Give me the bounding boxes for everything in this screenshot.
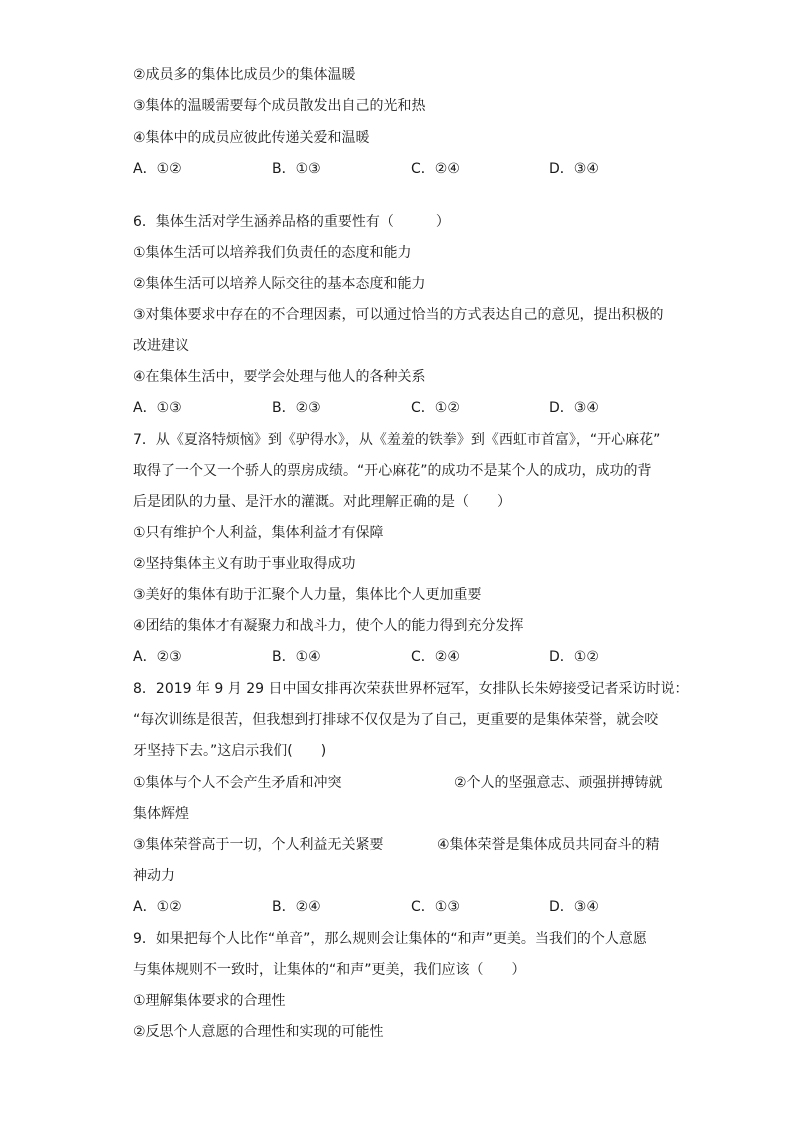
- q7-choice-2: ②坚持集体主义有助于事业取得成功: [133, 556, 356, 572]
- q8-choice-1: ①集体与个人不会产生矛盾和冲突: [133, 775, 342, 791]
- q6-options: [133, 400, 693, 416]
- q6-option-d: D．③④: [549, 400, 599, 416]
- q5-option-b: B．①③: [272, 161, 321, 177]
- q5-option-c: C．②④: [411, 161, 460, 177]
- q5-option-a: A．①②: [133, 161, 182, 177]
- q8-choice-2: ②个人的坚强意志、顽强拼搏铸就: [454, 775, 663, 791]
- q8-option-b: B．②④: [272, 899, 321, 915]
- q9-stem-line-1: 9．如果把每个人比作“单音”，那么规则会让集体的“和声”更美。当我们的个人意愿: [133, 931, 647, 947]
- q8-options: [133, 899, 693, 915]
- q7-choice-4: ④团结的集体才有凝聚力和战斗力，使个人的能力得到充分发挥: [133, 618, 524, 634]
- q9-stem-line-2: 与集体规则不一致时，让集体的“和声”更美，我们应该（ ）: [133, 962, 526, 978]
- q8-stem-line-2: “每次训练是很苦，但我想到打排球不仅仅是为了自己，更重要的是集体荣誉，就会咬: [133, 712, 659, 728]
- q5-choice-4: ④集体中的成员应彼此传递关爱和温暖: [133, 130, 370, 146]
- q8-option-c: C．①③: [411, 899, 460, 915]
- q9-choice-1: ①理解集体要求的合理性: [133, 993, 286, 1009]
- q8-choice-3: ③集体荣誉高于一切，个人利益无关紧要: [133, 837, 384, 853]
- q8-choice-2-cont: 集体辉煌: [133, 806, 189, 822]
- q5-option-d: D．③④: [549, 161, 599, 177]
- q8-choice-4: ④集体荣誉是集体成员共同奋斗的精: [437, 837, 660, 853]
- q7-option-a: A．②③: [133, 649, 182, 665]
- q6-option-a: A．①③: [133, 400, 182, 416]
- q7-choice-3: ③美好的集体有助于汇聚个人力量，集体比个人更加重要: [133, 587, 482, 603]
- q7-stem-line-1: 7．从《夏洛特烦恼》到《驴得水》，从《羞羞的铁拳》到《西虹市首富》，“开心麻花”: [133, 432, 661, 448]
- q7-stem-line-3: 后是团队的力量、是汗水的灌溉。对此理解正确的是（ ）: [133, 494, 511, 510]
- q8-stem-line-3: 牙坚持下去。”这启示我们( ): [133, 743, 327, 759]
- q7-option-b: B．①④: [272, 649, 321, 665]
- q7-option-d: D．①②: [549, 649, 599, 665]
- q6-option-b: B．②③: [272, 400, 321, 416]
- q6-choice-3-cont: 改进建议: [133, 338, 189, 354]
- q5-options: [133, 161, 693, 177]
- q5-choice-2: ②成员多的集体比成员少的集体温暖: [133, 67, 356, 83]
- q6-choice-4: ④在集体生活中，要学会处理与他人的各种关系: [133, 369, 426, 385]
- q7-choice-1: ①只有维护个人利益，集体利益才有保障: [133, 525, 384, 541]
- q7-option-c: C．②④: [411, 649, 460, 665]
- q8-choice-4-cont: 神动力: [133, 868, 175, 884]
- q8-option-a: A．①②: [133, 899, 182, 915]
- q6-option-c: C．①②: [411, 400, 460, 416]
- q5-choice-3: ③集体的温暖需要每个成员散发出自己的光和热: [133, 98, 426, 114]
- q8-option-d: D．③④: [549, 899, 599, 915]
- q6-choice-3: ③对集体要求中存在的不合理因素，可以通过恰当的方式表达自己的意见，提出积极的: [133, 307, 664, 323]
- q6-choice-1: ①集体生活可以培养我们负责任的态度和能力: [133, 245, 412, 261]
- q8-stem-line-1: 8．2019 年 9 月 29 日中国女排再次荣获世界杯冠军，女排队长朱婷接受记者采访时说：: [133, 681, 689, 697]
- q7-options: [133, 649, 693, 665]
- q6-stem: 6．集体生活对学生涵养品格的重要性有（ ）: [133, 214, 450, 230]
- q6-choice-2: ②集体生活可以培养人际交往的基本态度和能力: [133, 276, 426, 292]
- q7-stem-line-2: 取得了一个又一个骄人的票房成绩。“开心麻花”的成功不是某个人的成功，成功的背: [133, 463, 652, 479]
- q9-choice-2: ②反思个人意愿的合理性和实现的可能性: [133, 1024, 384, 1040]
